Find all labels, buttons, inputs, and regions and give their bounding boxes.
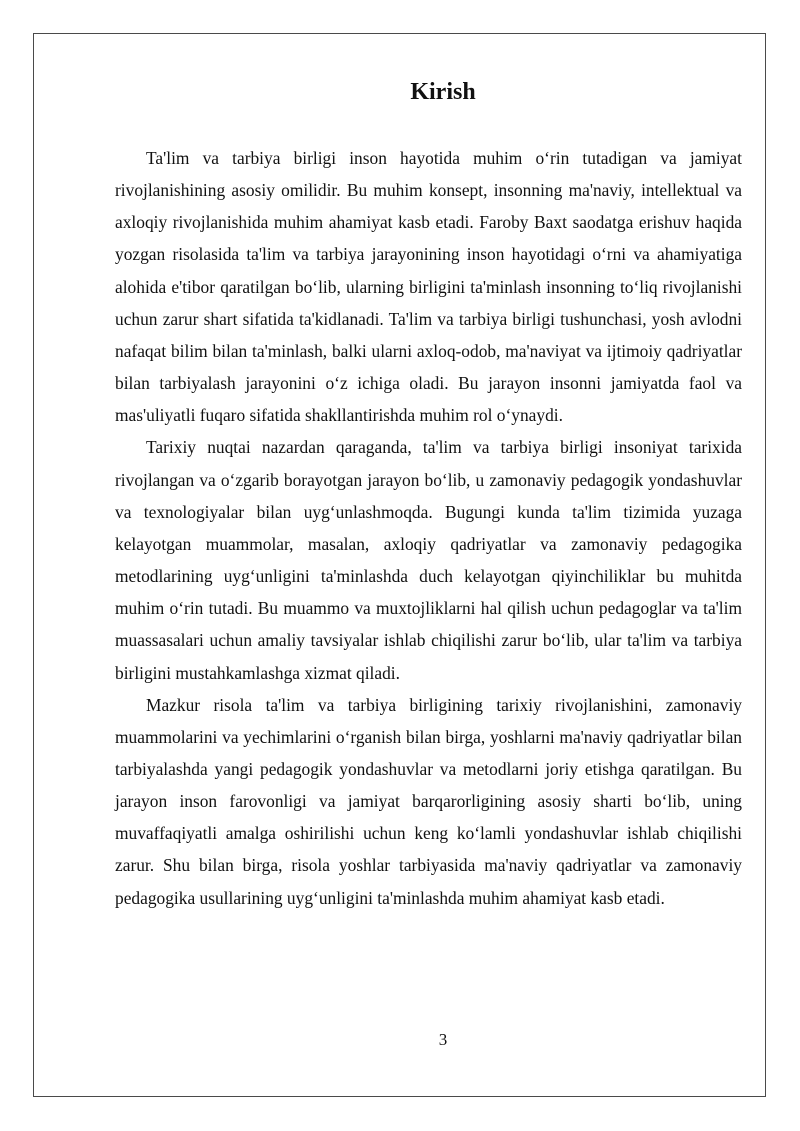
page-number: 3 — [438, 1030, 448, 1049]
paragraph-1: Ta'lim va tarbiya birligi inson hayotida muhim o‘rin tutadigan va jamiyat rivojlanishining asosiy omilidir. Bu muhim konsept, insonning ma'naviy, intellektual va axloqiy rivojlanishida muhim ahamiyat kasb etadi. Faroby Baxt saodatga erishuv haqida yozgan risolasida ta'lim va tarbiya jarayonining inson hayotidagi o‘rni va ahamiyatiga alohida e'tibor qaratilgan bo‘lib, ularning birligini ta'minlash insonning to‘liq rivojlanishi uchun zarur shart sifatida ta'kidlanadi. Ta'lim va tarbiya birligi tushunchasi, yosh avlodni nafaqat bilim bilan ta'minlash, balki ularni axloq-odob, ma'naviyat va ijtimoiy qadriyatlar bilan tarbiyalash jarayonini o‘z ichiga oladi. Bu jarayon insonni jamiyatda faol va mas'uliyatli fuqaro sifatida shakllantirishda muhim rol o‘ynaydi. — [115, 148, 742, 426]
paragraph-3: Mazkur risola ta'lim va tarbiya birligining tarixiy rivojlanishini, zamonaviy muammolarini va yechimlarini o‘rganish bilan birga, yoshlarni ma'naviy qadriyatlar bilan tarbiyalashda yangi pedagogik yondashuvlar va metodlarni joriy etishga qaratilgan. Bu jarayon inson farovonligi va jamiyat barqarorligining asosiy sharti bo‘lib, uning muvaffaqiyatli amalga oshirilishi uchun keng ko‘lamli yondashuvlar ishlab chiqilishi zarur. Shu bilan birga, risola yoshlar tarbiyasida ma'naviy qadriyatlar va zamonaviy pedagogika usullarining uyg‘unligini ta'minlashda muhim ahamiyat kasb etadi. — [115, 694, 742, 908]
page-title: Kirish — [410, 79, 476, 105]
document-body — [115, 142, 742, 914]
paragraph-2: Tarixiy nuqtai nazardan qaraganda, ta'lim va tarbiya birligi insoniyat tarixida rivojlangan va o‘zgarib borayotgan jarayon bo‘lib, u zamonaviy pedagogik yondashuvlar va texnologiyalar bilan uyg‘unlashmoqda. Bugungi kunda ta'lim tizimida yuzaga kelayotgan muammolar, masalan, axloqiy qadriyatlar va zamonaviy pedagogika metodlarining uyg‘unligini ta'minlashda duch kelayotgan qiyinchiliklar bu muhitda muhim o‘rin tutadi. Bu muammo va muxtojliklarni hal qilish uchun pedagoglar va ta'lim muassasalari uchun amaliy tavsiyalar ishlab chiqilishi zarur bo‘lib, ular ta'lim va tarbiya birligini mustahkamlashga xizmat qiladi. — [115, 437, 742, 683]
